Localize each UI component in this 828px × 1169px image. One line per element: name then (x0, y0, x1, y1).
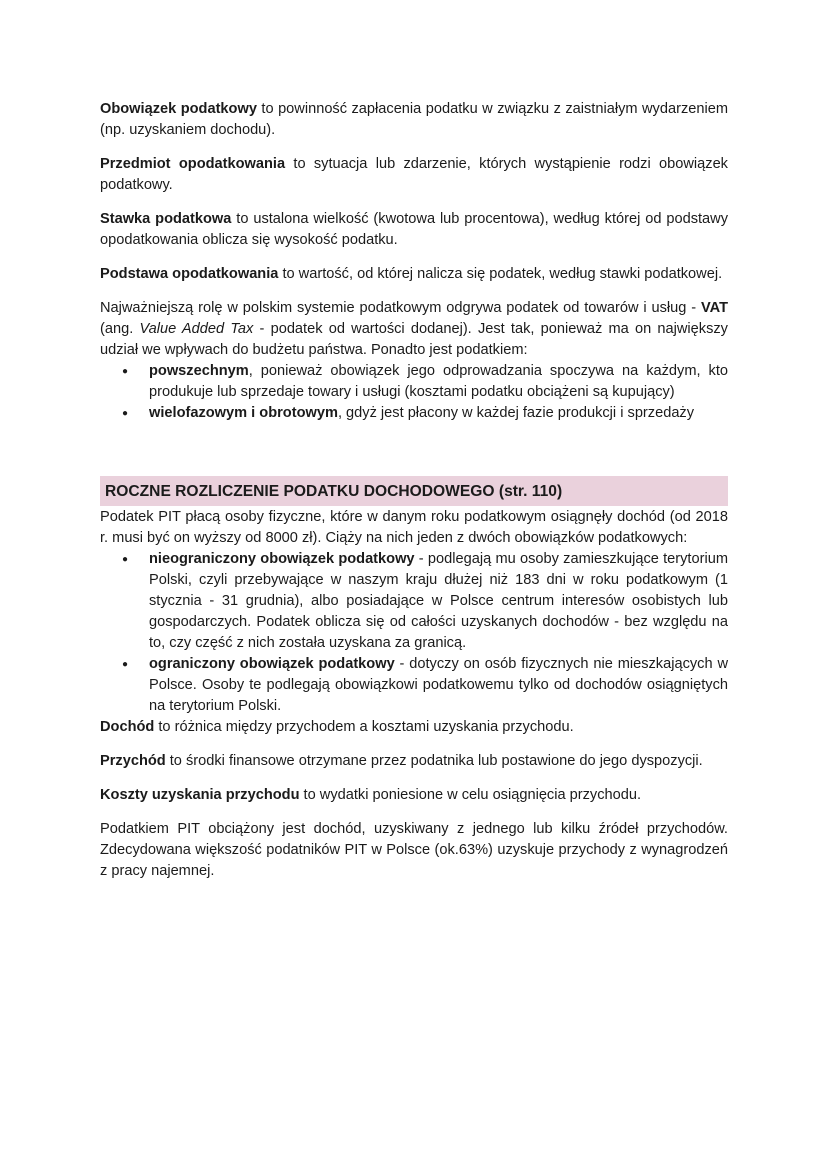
definition-term: Obowiązek podatkowy (100, 101, 257, 117)
list-item (100, 403, 728, 424)
definition-text: to powinność zapłacenia podatku w związku z zaistniałym wydarzeniem (np. uzyskaniem dochodu). (100, 101, 728, 138)
definition-costs (100, 785, 728, 806)
bullet-term: powszechnym (149, 363, 249, 379)
section-heading: ROCZNE ROZLICZENIE PODATKU DOCHODOWEGO (str. 110) (100, 476, 728, 506)
vat-lead: Najważniejszą rolę w polskim systemie podatkowym odgrywa podatek od towarów i usług - (100, 300, 701, 316)
bullet-term: ograniczony obowiązek podatkowy (149, 656, 395, 672)
definition-text: to środki finansowe otrzymane przez podatnika lub postawione do jego dyspozycji. (165, 753, 703, 769)
definition-text: to różnica między przychodem a kosztami uzyskania przychodu. (154, 719, 574, 735)
definition-term: Przedmiot opodatkowania (100, 156, 286, 172)
bullet-term: wielofazowym i obrotowym (149, 405, 338, 421)
bullet-text: - podlegają mu osoby zamieszkujące terytorium Polski, czyli przebywające w naszym kraju dłużej niż 183 dni w roku podatkowym (1 stycznia - 31 grudnia), albo posiadające w Polsce centrum interesów osobistych lub gospodarczych. Podatek oblicza się od całości uzyskanych dochodów - bez względu na to, czy część z nich została uzyskana za granicą. (149, 551, 728, 651)
definition-taxation-subject (100, 154, 728, 196)
vat-ang: (ang. (100, 321, 140, 337)
vat-english-term: Value Added Tax (139, 321, 254, 337)
list-item (100, 654, 728, 717)
list-item (100, 361, 728, 403)
definition-tax-base (100, 264, 728, 285)
definition-text: to sytuacja lub zdarzenie, których wystąpienie rodzi obowiązek podatkowy. (100, 156, 728, 193)
definition-term: Podstawa opodatkowania (100, 266, 279, 282)
pit-bullet-list (100, 549, 728, 717)
list-item (100, 549, 728, 654)
pit-intro-paragraph: Podatek PIT płacą osoby fizyczne, które w danym roku podatkowym osiągnęły dochód (od 2018 r. musi być on wyższy od 8000 zł). Ciąży na nich jeden z dwóch obowiązków podatkowych: (100, 509, 728, 546)
vat-paragraph (100, 298, 728, 361)
definition-term: Przychód (100, 753, 166, 769)
vat-bullet-list (100, 361, 728, 424)
vat-rest: - podatek od wartości dodanej). Jest tak, ponieważ ma on największy udział we wpływach do budżetu państwa. Ponadto jest podatkiem: (100, 321, 728, 358)
bullet-text: , gdyż jest płacony w każdej fazie produkcji i sprzedaży (337, 405, 695, 421)
vat-abbr: VAT (700, 300, 728, 316)
definition-term: Stawka podatkowa (100, 211, 232, 227)
bullet-text: - dotyczy on osób fizycznych nie mieszkających w Polsce. Osoby te podlegają obowiązkowi podatkowemu tylko od dochodów osiągniętych na terytorium Polski. (149, 656, 728, 714)
definition-term: Koszty uzyskania przychodu (100, 787, 300, 803)
definition-text: to ustalona wielkość (kwotowa lub procentowa), według której od podstawy opodatkowania oblicza się wysokość podatku. (100, 211, 728, 248)
definition-income (100, 717, 728, 738)
definition-revenue (100, 751, 728, 772)
definition-term: Dochód (100, 719, 155, 735)
definition-tax-obligation (100, 99, 728, 141)
definition-text: to wartość, od której nalicza się podatek, według stawki podatkowej. (278, 266, 723, 282)
closing-paragraph: Podatkiem PIT obciążony jest dochód, uzyskiwany z jednego lub kilku źródeł przychodów. Zdecydowana większość podatników PIT w Polsce (ok.63%) uzyskuje przychody z wynagrodzeń z pracy najemnej. (100, 821, 728, 879)
definition-text: to wydatki poniesione w celu osiągnięcia przychodu. (299, 787, 642, 803)
bullet-text: , ponieważ obowiązek jego odprowadzania spoczywa na każdym, kto produkuje lub sprzedaje towary i usługi (kosztami podatku obciążeni są kupujący) (149, 363, 728, 400)
definition-tax-rate (100, 209, 728, 251)
bullet-term: nieograniczony obowiązek podatkowy (149, 551, 415, 567)
